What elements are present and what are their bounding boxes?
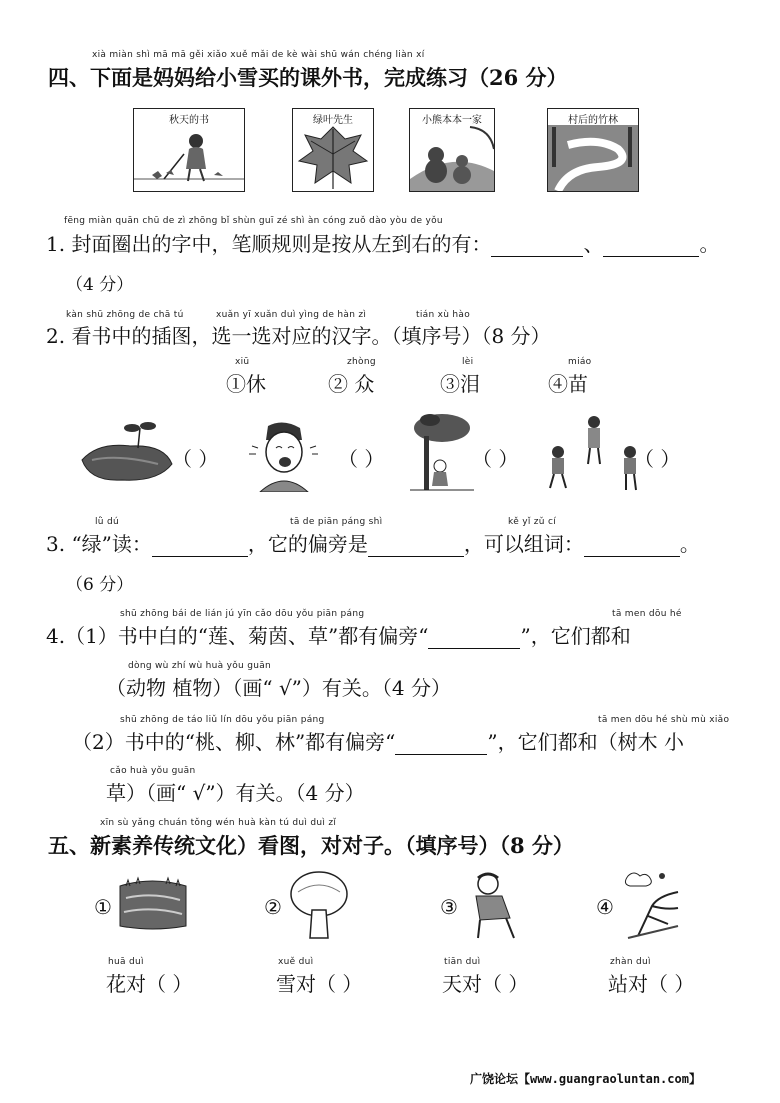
cover-title: 小熊本本一家 (422, 115, 482, 126)
q2-pinyin-a: kàn shū zhōng de chā tú (66, 310, 184, 320)
section5-pinyin: xīn sù yǎng chuán tǒng wén huà kàn tú duì duì zǐ (100, 818, 337, 828)
q3-pinyin-b: tā de piān páng shì (290, 517, 383, 527)
section5-title: 五、新素养传统文化）看图，对对子。（填序号）（8 分） (48, 833, 574, 858)
option-1: ①休 (226, 372, 266, 396)
boy-resting-under-tree-illustration (410, 410, 474, 494)
pair-1-pinyin: huā duì (108, 957, 144, 967)
q4-1-text-b: ”，它们都和 (520, 624, 631, 648)
q4-line3-pinyin: shū zhōng de táo liǔ lín dōu yǒu piān páng (120, 715, 325, 725)
footer-watermark: 广饶论坛【www.guangraoluntan.com】 (470, 1072, 701, 1086)
cover-title: 绿叶先生 (313, 115, 353, 126)
option-2-pinyin: zhòng (347, 357, 376, 367)
pair-2[interactable]: 雪对（ ） (276, 972, 363, 996)
q4-2-choices[interactable]: 草）（画“ √”）有关。（4 分） (106, 781, 365, 805)
q2-pinyin-c: tián xù hào (416, 310, 471, 320)
option-2: ② 众 (328, 372, 375, 396)
pair-2-pinyin: xuě duì (278, 957, 314, 967)
q1-score: （4 分） (66, 275, 134, 295)
q4-1-choices[interactable]: （动物 植物）（画“ √”）有关。（4 分） (106, 676, 451, 700)
pair-3-pinyin: tiān duì (444, 957, 481, 967)
pair-4-pinyin: zhàn duì (610, 957, 651, 967)
q4-1-radical-blank[interactable] (428, 630, 520, 649)
q3-word-blank[interactable] (584, 538, 680, 557)
q4-line3-pinyin-b: tā men dōu hé shù mù xiǎo (598, 715, 730, 725)
snowy-tree-illustration (288, 870, 350, 940)
q2-bracket-2[interactable]: （ ） (338, 447, 385, 471)
q1-prefix: 1. 封面圈出的字中，笔顺规则是按从左到右的有： (46, 232, 492, 256)
q4-2-text-a: （2）书中的“桃、柳、林”都有偏旁“ (72, 730, 396, 754)
q4-line1-pinyin: shū zhōng bái de lián jú yīn cǎo dōu yǒu piān páng (120, 609, 365, 619)
q2-bracket-4[interactable]: （ ） (634, 447, 681, 471)
question-3 (46, 528, 700, 557)
q3-part-3: ，可以组词： (463, 532, 584, 556)
q4-2-text-b: ”，它们都和（树木 小 (487, 730, 684, 754)
bare-tree-in-wind-illustration (618, 866, 686, 940)
q3-pinyin-a: lǜ dú (95, 517, 119, 527)
marker-2: ② (264, 895, 282, 919)
grass-field-illustration (116, 872, 190, 932)
q3-part-2: ，它的偏旁是 (247, 532, 368, 556)
section4-title: 四、下面是妈妈给小雪买的课外书，完成练习（26 分） (48, 65, 568, 90)
q1-answer-blank-2[interactable] (603, 238, 699, 257)
question-4-part-1 (46, 620, 631, 649)
three-children-illustration (544, 408, 642, 494)
question-2: 2. 看书中的插图，选一选对应的汉字。（填序号）（8 分） (46, 324, 551, 348)
q2-pinyin-b: xuǎn yī xuǎn duì yìng de hàn zì (216, 310, 367, 320)
q4-line4-pinyin: cǎo huà yǒu guān (110, 766, 196, 776)
crying-boy-illustration (248, 418, 318, 492)
option-3-pinyin: lèi (462, 357, 474, 367)
pair-1[interactable]: 花对（ ） (106, 972, 193, 996)
marker-4: ④ (596, 895, 614, 919)
q1-pinyin: fēng miàn quān chū de zì zhōng bǐ shùn guī zé shì àn cóng zuǒ dào yòu de yǒu (64, 216, 443, 226)
q4-2-radical-blank[interactable] (395, 736, 487, 755)
q3-part-1: 3. “绿”读： (46, 532, 152, 556)
option-3: ③泪 (440, 372, 480, 396)
option-1-pinyin: xiū (235, 357, 250, 367)
marker-1: ① (94, 895, 112, 919)
book-cover-bamboo-forest (547, 108, 639, 192)
person-sitting-illustration (462, 868, 528, 940)
book-cover-bear-family (409, 108, 495, 192)
q3-score: （6 分） (66, 575, 134, 595)
q2-bracket-1[interactable]: （ ） (172, 447, 219, 471)
book-cover-green-leaf (292, 108, 374, 192)
q3-pinyin-c: kě yǐ zǔ cí (508, 517, 557, 527)
q1-separator: 、 (583, 232, 604, 256)
book-cover-autumn (133, 108, 245, 192)
q3-reading-blank[interactable] (152, 538, 248, 557)
option-4-pinyin: miáo (568, 357, 592, 367)
q4-1-text-a: 4.（1）书中白的“莲、菊茵、草”都有偏旁“ (46, 624, 429, 648)
option-4: ④苗 (548, 372, 588, 396)
q4-line2-pinyin: dòng wù zhí wù huà yǒu guān (128, 661, 272, 671)
q3-radical-blank[interactable] (368, 538, 464, 557)
q4-line1-pinyin-b: tā men dōu hé (612, 609, 682, 619)
cover-title: 村后的竹林 (568, 115, 618, 126)
q1-end: 。 (699, 232, 720, 256)
question-1 (46, 228, 719, 257)
marker-3: ③ (440, 895, 458, 919)
q3-end: 。 (679, 532, 700, 556)
q1-answer-blank-1[interactable] (491, 238, 583, 257)
cover-title: 秋天的书 (169, 115, 209, 126)
question-4-part-2 (72, 726, 684, 755)
seedling-in-soil-illustration (78, 420, 174, 486)
section4-pinyin: xià miàn shì mā mā gěi xiǎo xuě mǎi de kè wài shū wán chéng liàn xí (92, 50, 425, 60)
pair-3[interactable]: 天对（ ） (442, 972, 529, 996)
q2-bracket-3[interactable]: （ ） (472, 447, 519, 471)
pair-4[interactable]: 站对（ ） (608, 972, 695, 996)
